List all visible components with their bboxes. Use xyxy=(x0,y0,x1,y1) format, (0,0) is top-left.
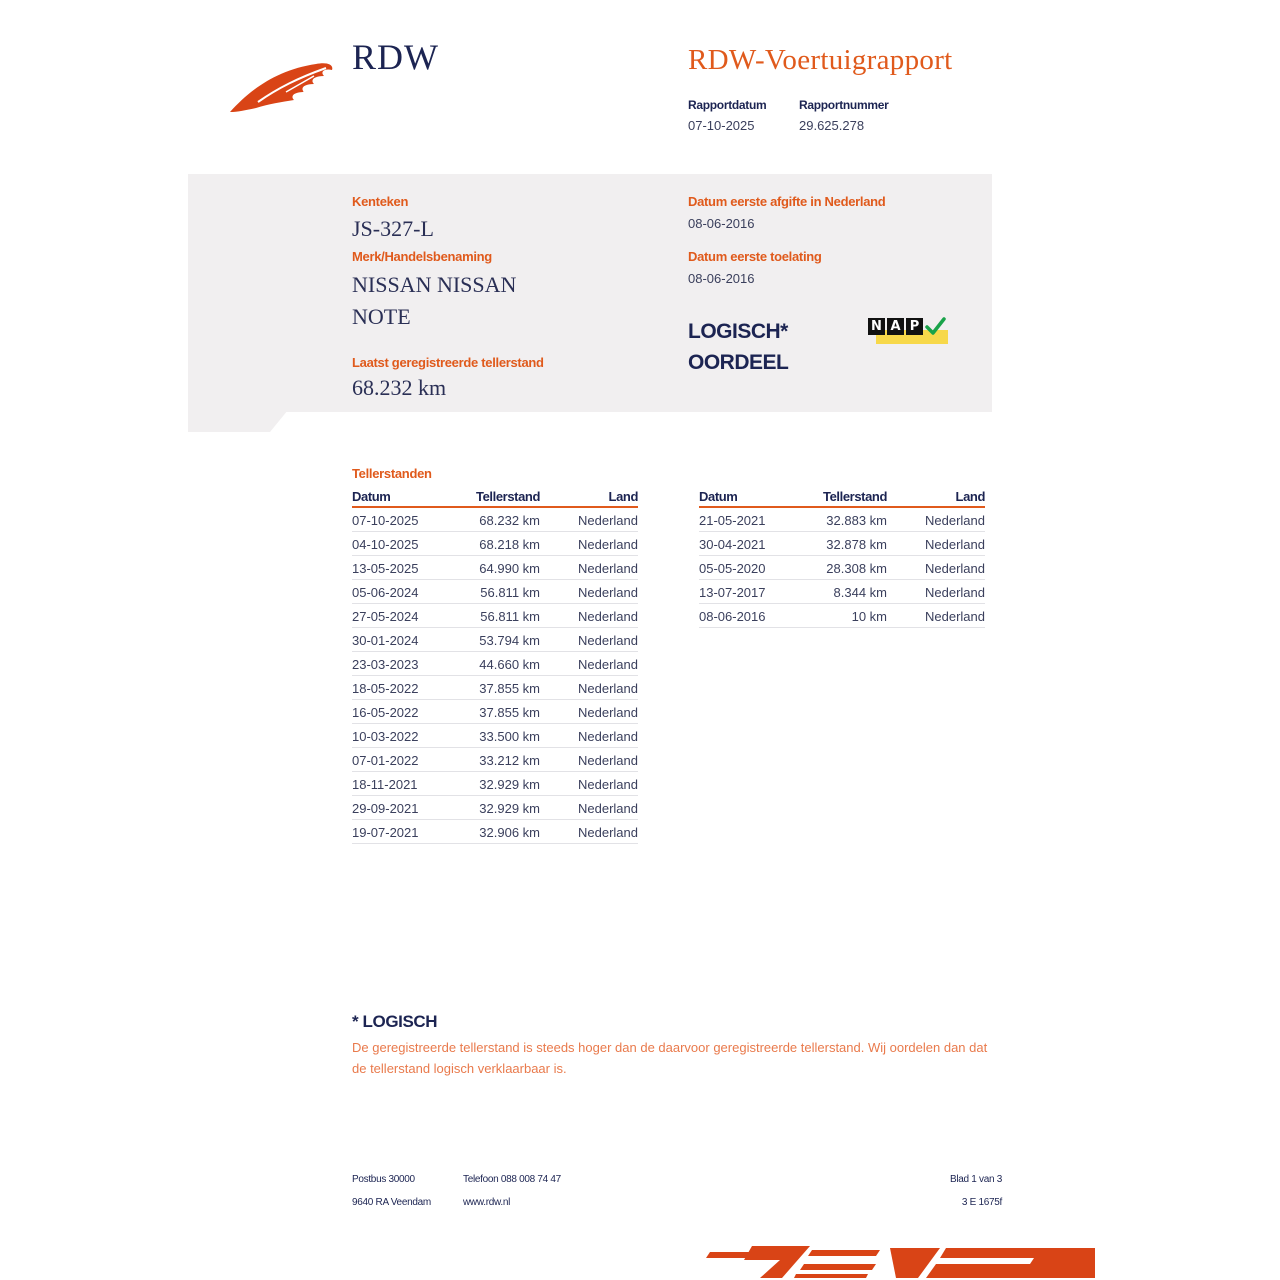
footer-code: 3 E 1675f xyxy=(961,1197,1002,1208)
row-country: Nederland xyxy=(578,633,638,648)
row-reading: 37.855 km xyxy=(479,681,540,696)
row-country: Nederland xyxy=(578,777,638,792)
row-date: 29-09-2021 xyxy=(352,801,419,816)
row-country: Nederland xyxy=(578,825,638,840)
row-country: Nederland xyxy=(578,729,638,744)
row-reading: 44.660 km xyxy=(479,657,540,672)
row-country: Nederland xyxy=(925,585,985,600)
brand-name: RDW xyxy=(352,37,439,77)
row-reading: 33.212 km xyxy=(479,753,540,768)
nap-letter-a: A xyxy=(887,318,904,335)
nap-badge xyxy=(868,316,948,346)
verdict-line2: OORDEEL xyxy=(688,351,789,374)
row-date: 04-10-2025 xyxy=(352,537,419,552)
table-row xyxy=(699,604,985,628)
table-row xyxy=(352,700,638,724)
row-country: Nederland xyxy=(578,609,638,624)
row-country: Nederland xyxy=(925,513,985,528)
row-reading: 32.929 km xyxy=(479,777,540,792)
row-date: 18-11-2021 xyxy=(352,777,418,792)
row-date: 08-06-2016 xyxy=(699,609,766,624)
table-header xyxy=(352,488,638,508)
nap-letter-p: P xyxy=(906,318,923,335)
row-country: Nederland xyxy=(578,537,638,552)
row-reading: 53.794 km xyxy=(479,633,540,648)
verdict-line1: LOGISCH* xyxy=(688,320,788,343)
row-date: 21-05-2021 xyxy=(699,513,766,528)
row-date: 13-07-2017 xyxy=(699,585,766,600)
row-country: Nederland xyxy=(578,585,638,600)
row-reading: 56.811 km xyxy=(480,609,540,624)
rdw-logo-icon xyxy=(228,56,338,116)
row-country: Nederland xyxy=(578,681,638,696)
row-date: 05-05-2020 xyxy=(699,561,766,576)
first-issue-nl-label: Datum eerste afgifte in Nederland xyxy=(688,194,886,209)
row-reading: 33.500 km xyxy=(479,729,540,744)
report-title: RDW-Voertuigrapport xyxy=(688,44,953,76)
row-country: Nederland xyxy=(925,561,985,576)
row-reading: 56.811 km xyxy=(480,585,540,600)
row-country: Nederland xyxy=(578,705,638,720)
make-value-line2: NOTE xyxy=(352,304,411,329)
table-row xyxy=(352,556,638,580)
row-date: 30-04-2021 xyxy=(699,537,766,552)
make-value-line1: NISSAN NISSAN xyxy=(352,272,517,297)
row-country: Nederland xyxy=(925,609,985,624)
row-date: 16-05-2022 xyxy=(352,705,419,720)
row-date: 19-07-2021 xyxy=(352,825,419,840)
table-row xyxy=(352,652,638,676)
row-reading: 28.308 km xyxy=(826,561,887,576)
row-country: Nederland xyxy=(578,561,638,576)
row-country: Nederland xyxy=(578,753,638,768)
table-row xyxy=(352,604,638,628)
table-body xyxy=(352,508,638,844)
table-row xyxy=(699,532,985,556)
odometer-title: Tellerstanden xyxy=(352,466,432,481)
table-row xyxy=(352,580,638,604)
table-row xyxy=(352,772,638,796)
plate-value: JS-327-L xyxy=(352,216,434,241)
row-date: 07-10-2025 xyxy=(352,513,419,528)
row-date: 30-01-2024 xyxy=(352,633,419,648)
panel-tab xyxy=(188,410,288,432)
table-row xyxy=(352,628,638,652)
row-country: Nederland xyxy=(578,801,638,816)
report-number-label: Rapportnummer xyxy=(799,98,889,112)
row-country: Nederland xyxy=(578,513,638,528)
table-row xyxy=(352,676,638,700)
col-reading-header: Tellerstand xyxy=(476,489,540,504)
table-row xyxy=(699,580,985,604)
row-date: 05-06-2024 xyxy=(352,585,419,600)
first-issue-nl-value: 08-06-2016 xyxy=(688,216,755,231)
table-row xyxy=(699,508,985,532)
table-row xyxy=(352,532,638,556)
table-row xyxy=(699,556,985,580)
first-admission-label: Datum eerste toelating xyxy=(688,249,822,264)
last-odometer-label: Laatst geregistreerde tellerstand xyxy=(352,355,544,370)
odometer-table-left xyxy=(352,488,638,844)
footer-website[interactable]: www.rdw.nl xyxy=(463,1197,511,1208)
footnote-title: * LOGISCH xyxy=(352,1012,438,1031)
last-odometer-value: 68.232 km xyxy=(352,375,447,400)
row-reading: 68.232 km xyxy=(479,513,540,528)
row-reading: 8.344 km xyxy=(833,585,887,600)
footer-page: Blad 1 van 3 xyxy=(950,1174,1002,1185)
col-date-header: Datum xyxy=(699,489,738,504)
row-reading: 68.218 km xyxy=(479,537,540,552)
table-row xyxy=(352,508,638,532)
row-date: 23-03-2023 xyxy=(352,657,419,672)
row-date: 07-01-2022 xyxy=(352,753,419,768)
first-admission-value: 08-06-2016 xyxy=(688,271,755,286)
report-date-value: 07-10-2025 xyxy=(688,118,755,133)
col-country-header: Land xyxy=(608,489,638,504)
row-date: 10-03-2022 xyxy=(352,729,419,744)
col-country-header: Land xyxy=(955,489,985,504)
report-number-value: 29.625.278 xyxy=(799,118,865,133)
stripes-decoration-icon xyxy=(700,1244,1095,1280)
row-date: 18-05-2022 xyxy=(352,681,419,696)
table-header xyxy=(699,488,985,508)
table-row xyxy=(352,796,638,820)
row-reading: 37.855 km xyxy=(479,705,540,720)
row-reading: 32.906 km xyxy=(479,825,540,840)
col-reading-header: Tellerstand xyxy=(823,489,887,504)
checkmark-icon xyxy=(924,316,946,338)
table-row xyxy=(352,724,638,748)
table-row xyxy=(352,820,638,844)
col-date-header: Datum xyxy=(352,489,391,504)
row-reading: 32.929 km xyxy=(479,801,540,816)
nap-letter-n: N xyxy=(868,318,885,335)
footnote-text: De geregistreerde tellerstand is steeds hoger dan de daarvoor geregistreerde tellerstand. Wij oordelen dan dat de tellerstand logisch verklaarbaar is. xyxy=(352,1040,988,1076)
plate-label: Kenteken xyxy=(352,194,409,209)
row-date: 27-05-2024 xyxy=(352,609,419,624)
row-reading: 64.990 km xyxy=(479,561,540,576)
row-reading: 32.883 km xyxy=(826,513,887,528)
row-reading: 32.878 km xyxy=(826,537,887,552)
footer-phone: Telefoon 088 008 74 47 xyxy=(463,1174,561,1185)
report-date-label: Rapportdatum xyxy=(688,98,767,112)
row-country: Nederland xyxy=(925,537,985,552)
footer-address: 9640 RA Veendam xyxy=(352,1197,431,1208)
footer-postbus: Postbus 30000 xyxy=(352,1174,415,1185)
make-label: Merk/Handelsbenaming xyxy=(352,249,492,264)
table-body xyxy=(699,508,985,628)
vehicle-summary-panel xyxy=(188,174,992,412)
row-date: 13-05-2025 xyxy=(352,561,419,576)
row-country: Nederland xyxy=(578,657,638,672)
row-reading: 10 km xyxy=(851,609,887,624)
table-row xyxy=(352,748,638,772)
odometer-table-right xyxy=(699,488,985,628)
